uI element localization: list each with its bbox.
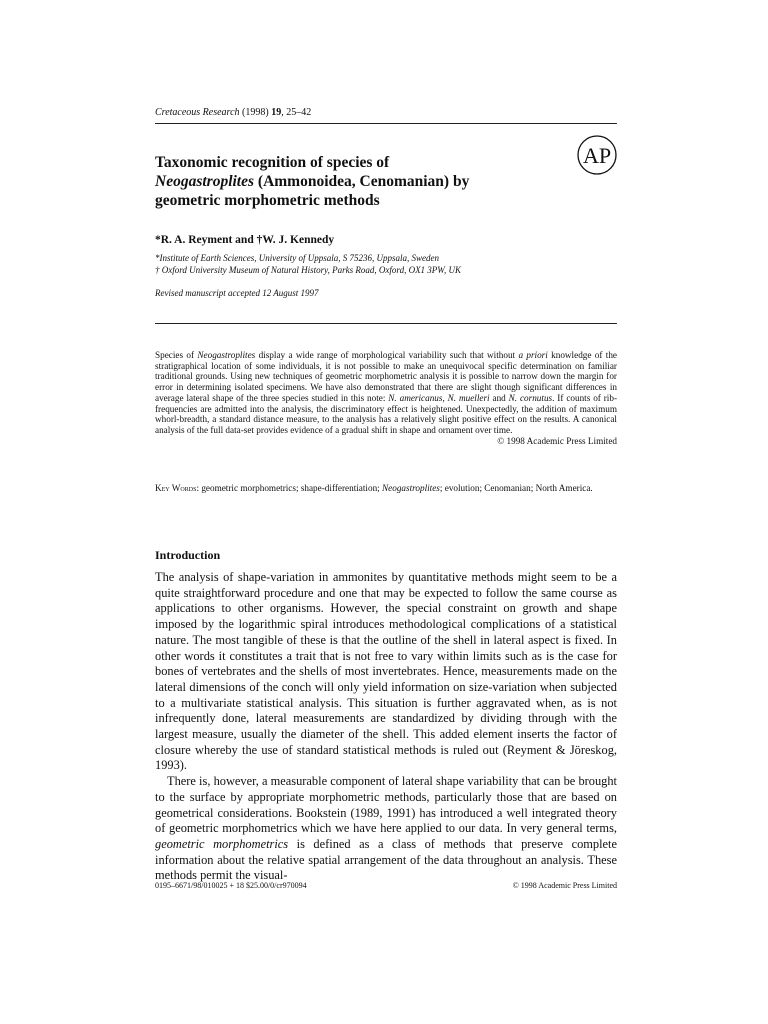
paper-title xyxy=(155,153,555,210)
keywords-genus: Neogastroplites xyxy=(382,483,440,493)
abstract-genus: Neogastroplites xyxy=(197,350,256,360)
keywords-text: geometric morphometrics; shape-differentiation; xyxy=(201,483,383,493)
intro-text: is defined as a class of methods that preserve complete information about the relative spatial arrangement of the data throughout an analysis. These methods permit the visual- xyxy=(155,836,617,883)
abstract-text: knowledge of the stratigraphical location of some individuals, it is not possible to make an unequivocal specific determination on familiar traditional grounds. Using new techniques of geometric morphometric analysis it is possible to narrow down the margin for error in determining isolated specimens. We have also demonstrated that there are slight though significant differences in average lateral shape of the three species studied in this note: xyxy=(155,350,617,403)
footer-copyright: © 1998 Academic Press Limited xyxy=(512,881,617,890)
species-name: N. cornutus xyxy=(508,392,553,403)
logo-text: AP xyxy=(582,143,612,168)
journal-citation xyxy=(155,107,311,118)
title-genus: Neogastroplites xyxy=(155,173,255,190)
species-name: N. americanus xyxy=(388,392,443,403)
affiliation-1: *Institute of Earth Sciences, University of Uppsala, S 75236, Uppsala, Sweden xyxy=(155,253,439,263)
keywords-colon: : xyxy=(196,483,202,493)
title-line3: geometric morphometric methods xyxy=(155,192,380,209)
introduction-body xyxy=(155,570,617,884)
abstract-text: display a wide range of morphological variability such that without xyxy=(255,350,519,360)
affiliation-2: † Oxford University Museum of Natural History, Parks Road, Oxford, OX1 3PW, UK xyxy=(155,265,461,275)
intro-paragraph-1: The analysis of shape-variation in ammonites by quantitative methods might seem to be a quite straightforward procedure and one that may be expected to follow the same course as applications to other organisms. However, the special constraint on growth and shape imposed by the logarithmic spiral introduces methodological complications of a statistical nature. The most tangible of these is that the outline of the shell in lateral aspect is fixed. In other words it constitutes a trait that is not free to vary within limits such as is the case for bones of vertebrates and the shells of most invertebrates. Hence, measurements made on the lateral dimensions of the conch will only yield information on size-variation when subjected to a multivariate statistical analysis. This situation is further aggravated when, as is not infrequently done, lateral measurements are standardized by dividing through with the largest measure, usually the diameter of the shell. This added element inserts the factor of closure whereby the use of standard statistical methods is ruled out (Reyment & Jöreskog, 1993). xyxy=(155,570,617,773)
header-rule xyxy=(155,123,617,124)
abstract-italic: a priori xyxy=(518,350,548,360)
footer-code: 0195–6671/98/010025 + 18 $25.00/0/cr970094 xyxy=(155,881,307,890)
journal-year: (1998) xyxy=(242,107,269,118)
abstract-text: . If counts of rib-frequencies are admitted into the analysis, the discriminatory effect is heightened. Unexpectedly, the addition of maximum whorl-breadth, a standard distance measure, to the analysis has a relatively slight positive effect on the results. A canonical analysis of the full data-set provides evidence of a gradual shift in shape and ornament over time. xyxy=(155,392,617,435)
keywords-text: ; evolution; Cenomanian; North America. xyxy=(439,483,593,493)
abstract-text: , xyxy=(442,392,448,403)
journal-pages: , 25–42 xyxy=(281,107,312,118)
intro-italic: geometric morphometrics xyxy=(155,836,289,851)
section-heading-introduction: Introduction xyxy=(155,548,221,562)
abstract-copyright: © 1998 Academic Press Limited xyxy=(497,435,617,446)
intro-text: There is, however, a measurable component of lateral shape variability that can be brought to the surface by appropriate morphometric methods, particularly those that are based on geometrical considerations. Bookstein (1989, 1991) has introduced a well integrated theory of geometric morphometrics which we have here applied to our data. In very general terms, xyxy=(155,774,617,836)
publisher-logo xyxy=(576,134,618,176)
abstract xyxy=(155,350,617,446)
authors: *R. A. Reyment and †W. J. Kennedy xyxy=(155,234,335,246)
species-name: N. muelleri xyxy=(447,392,490,403)
abstract-rule xyxy=(155,323,617,324)
journal-volume: 19 xyxy=(271,107,282,118)
keywords xyxy=(155,483,617,494)
title-line2: (Ammonoidea, Cenomanian) by xyxy=(254,173,470,190)
journal-name: Cretaceous Research xyxy=(155,107,240,118)
title-line1: Taxonomic recognition of species of xyxy=(155,154,390,171)
abstract-text: Species of xyxy=(155,350,198,360)
abstract-text: and xyxy=(489,392,509,403)
intro-paragraph-2 xyxy=(155,774,617,884)
revised-note: Revised manuscript accepted 12 August 1997 xyxy=(155,288,319,298)
keywords-label: Key Words xyxy=(155,483,197,493)
